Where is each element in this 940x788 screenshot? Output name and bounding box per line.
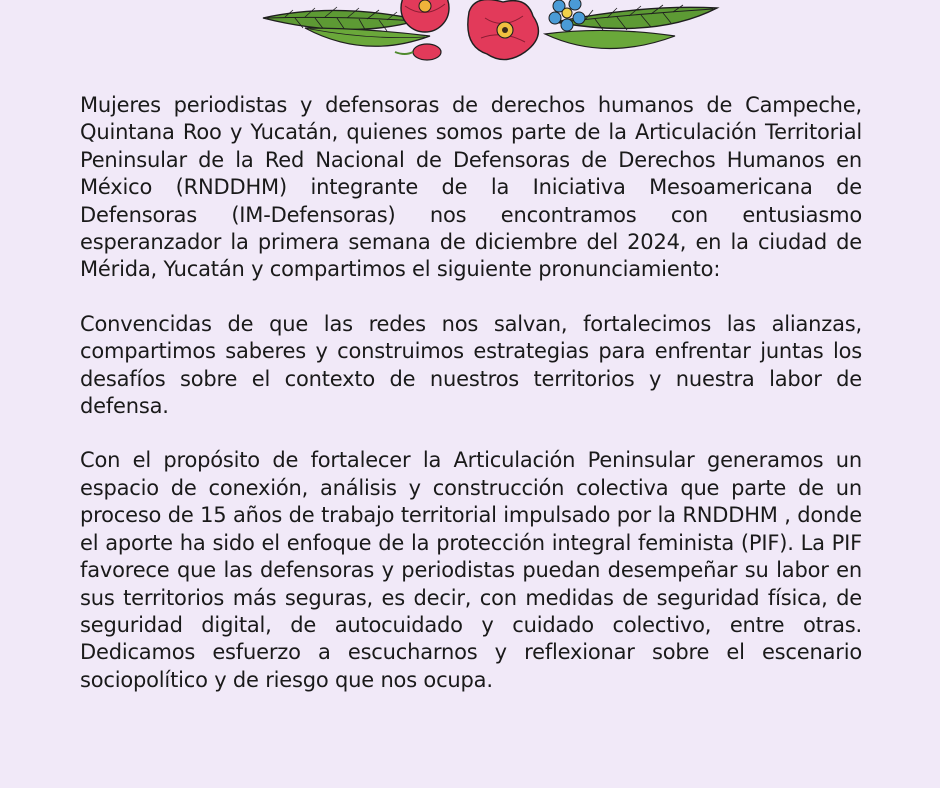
paragraph-purpose: Con el propósito de fortalecer la Articulación Peninsular generamos un espacio de conexión, análisis y construcción colectiva que parte de un proceso de 15 años de trabajo territorial impulsado por la RNDDHM , donde el aporte ha sido el enfoque de la protección integral feminista (PIF). La PIF favorece que las defensoras y periodistas puedan desempeñar su labor en sus territorios más seguras, es decir, con medidas de seguridad física, de seguridad digital, de autocuidado y cuidado colectivo, entre otras. Dedicamos esfuerzo a escucharnos y reflexionar sobre el escenario sociopolítico y de riesgo que nos ocupa. [80, 448, 862, 692]
red-flower-icon [468, 0, 539, 60]
floral-decoration [255, 0, 725, 66]
paragraph-alliances: Convencidas de que las redes nos salvan, fortalecimos las alianzas, compartimos saberes y construimos estrategias para enfrentar juntas los desafíos sobre el contexto de nuestros territorios y nuestra labor de defensa. [80, 311, 862, 419]
paragraph-intro: Mujeres periodistas y defensoras de derechos humanos de Campeche, Quintana Roo y Yucatán, quienes somos parte de la Articulación Territorial Peninsular de la Red Nacional de Defensoras de Derechos Humanos en México (RNDDHM) integrante de la Iniciativa Mesoamericana de Defensoras (IM-Defensoras) nos encontramos con entusiasmo esperanzador la primera semana de diciembre del 2024, en la ciudad de Mérida, Yucatán y compartimos el siguiente pronunciamiento: [80, 93, 862, 282]
flower-bud-icon [395, 44, 441, 60]
statement-body [80, 92, 862, 721]
red-flower-icon [401, 0, 449, 32]
